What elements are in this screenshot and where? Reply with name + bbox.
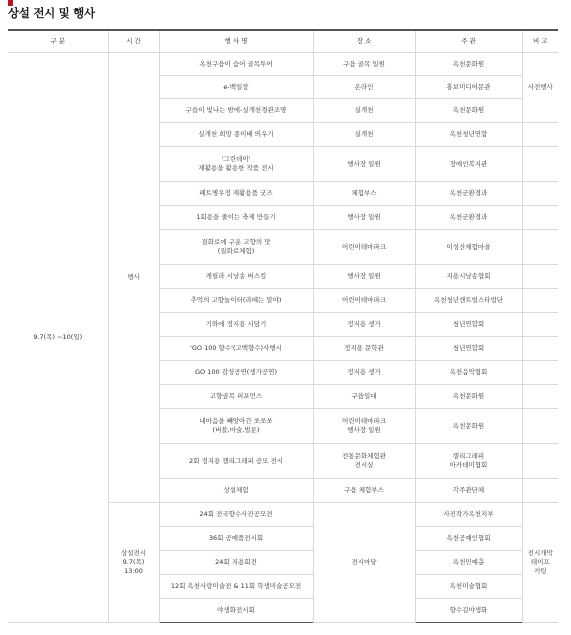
exhibit-name-cell: 36회 공예품전시회 [159,527,313,551]
event-organizer-cell: 옥천문화원 [415,99,522,123]
event-organizer-cell: 청년연합회 [415,313,522,337]
exhibit-name-cell: 야생화전시회 [159,599,313,623]
event-group-cell: 행사 [108,53,159,503]
event-organizer-cell: 옥천군환경과 [415,206,522,230]
event-name-cell: '그린데이' 재활용을 활용한 작품 전시 [159,147,313,182]
event-place-cell: 어린이테마파크 [313,230,415,265]
event-name-cell: 고향골목 퍼포먼스 [159,385,313,409]
empty-note-cell [522,479,558,503]
event-place-cell: 구읍 골목 일원 [313,53,415,76]
event-organizer-cell: 홍보미디어문관 [415,76,522,99]
exhibit-organizer-cell: 옥천공예인협회 [415,527,522,551]
exhibit-name-cell: 24회 지용회전 [159,551,313,575]
event-place-cell: 정지용 문학관 [313,337,415,361]
event-name-cell: 질화로에 구운 고향의 맛 (질화로체험) [159,230,313,265]
empty-note-cell [522,361,558,385]
header-organizer: 주 관 [415,30,522,53]
event-place-cell: 구읍일대 [313,385,415,409]
event-place-cell: 체험부스 [313,182,415,206]
exhibit-name-cell: 24회 전국향수사진공모전 [159,503,313,527]
event-name-cell: 내마음을 빼앗아간 쏘쏘쏘 (버블,마술,벌룬) [159,409,313,444]
event-name-cell: 옥천구읍이 숨어 골목투어 [159,53,313,76]
event-name-cell: 기와에 정지용 시담기 [159,313,313,337]
event-organizer-cell: 옥천문화원 [415,385,522,409]
empty-note-cell [522,313,558,337]
event-organizer-cell: 옥천문화원 [415,409,522,444]
empty-note-cell [522,206,558,230]
event-place-cell: 행사장 일원 [313,265,415,289]
event-place-cell: 전통문화체험관 전시실 [313,444,415,479]
event-place-cell: 정지용 생가 [313,313,415,337]
event-name-cell: 구읍이 빛나는 밤에-실개천경관조명 [159,99,313,123]
header-place: 장 소 [313,30,415,53]
event-place-cell: 구읍 체험부스 [313,479,415,503]
event-organizer-cell: 옥천문화원 [415,53,522,76]
event-organizer-cell: 옥천음악협회 [415,361,522,385]
schedule-table [8,29,558,623]
event-place-cell: 실개천 [313,123,415,147]
event-place-cell: 행사장 일원 [313,206,415,230]
event-place-cell: 어린이테마파크 행사장 일원 [313,409,415,444]
event-name-cell: 폐트병우정 재활용품 굿즈 [159,182,313,206]
header-note: 비 고 [522,30,558,53]
exhibit-place-cell: 전시마당 [313,503,415,623]
exhibit-organizer-cell: 옥천민예총 [415,551,522,575]
exhibit-organizer-cell: 사진작가옥천지부 [415,503,522,527]
header-event-name: 행 사 명 [159,30,313,53]
header-time: 시 간 [108,30,159,53]
empty-note-cell [522,123,558,147]
event-organizer-cell: 옥천청년연합 [415,123,522,147]
exhibit-name-cell: 12회 옥천사랑미술전 & 11회 학생미술공모전 [159,575,313,599]
empty-note-cell [522,444,558,479]
event-organizer-cell: 옥천군환경과 [415,182,522,206]
exhibit-organizer-cell: 옥천미술협회 [415,575,522,599]
event-organizer-cell: 각주관단체 [415,479,522,503]
event-organizer-cell: 이성산체험마을 [415,230,522,265]
exhibit-note-cell: 전시개막 테이프 커팅 [522,503,558,623]
empty-note-cell [522,289,558,313]
event-name-cell: e-백일장 [159,76,313,99]
event-place-cell: 실개천 [313,99,415,123]
event-name-cell: 상설체험 [159,479,313,503]
period-cell: 9.7(목) ~10(일) [8,53,108,623]
event-organizer-cell: 장애인복지관 [415,147,522,182]
event-organizer-cell: 지용시낭송협회 [415,265,522,289]
empty-note-cell [522,409,558,444]
event-name-cell: 'GO 100 향수'(고백향수)사행시 [159,337,313,361]
event-place-cell: 어린이테마파크 [313,289,415,313]
event-organizer-cell: 캘리그래피 아카데미협회 [415,444,522,479]
event-organizer-cell: 청년연합회 [415,337,522,361]
empty-note-cell [522,337,558,361]
event-name-cell: 추억의 고향놀이터(라떼는 말야) [159,289,313,313]
empty-note-cell [522,182,558,206]
event-name-cell: 1회용을 줄이는 축제 만들기 [159,206,313,230]
empty-note-cell [522,230,558,265]
event-place-cell: 정지용 생가 [313,361,415,385]
event-place-cell: 온라인 [313,76,415,99]
pre-event-note-cell: 사전행사 [522,53,558,123]
empty-note-cell [522,265,558,289]
event-name-cell: 2회 정지용 캘리그래피 공모 전시 [159,444,313,479]
table-header-row [8,30,558,53]
event-place-cell: 행사장 일원 [313,147,415,182]
exhibit-organizer-cell: 향수길야생화 [415,599,522,623]
exhibit-group-cell: 상설전시 9.7(목) 13:00 [108,503,159,623]
event-name-cell: GO 100 감성공연(생가공연) [159,361,313,385]
event-name-cell: 실개천 희망 종이배 띄우기 [159,123,313,147]
event-organizer-cell: 옥천청년센트럴스타업단 [415,289,522,313]
empty-note-cell [522,147,558,182]
table-row [8,53,558,76]
page-title: 상설 전시 및 행사 [8,6,95,20]
empty-note-cell [522,385,558,409]
header-category: 구 분 [8,30,108,53]
event-name-cell: 게릴라 시낭송 버스킹 [159,265,313,289]
